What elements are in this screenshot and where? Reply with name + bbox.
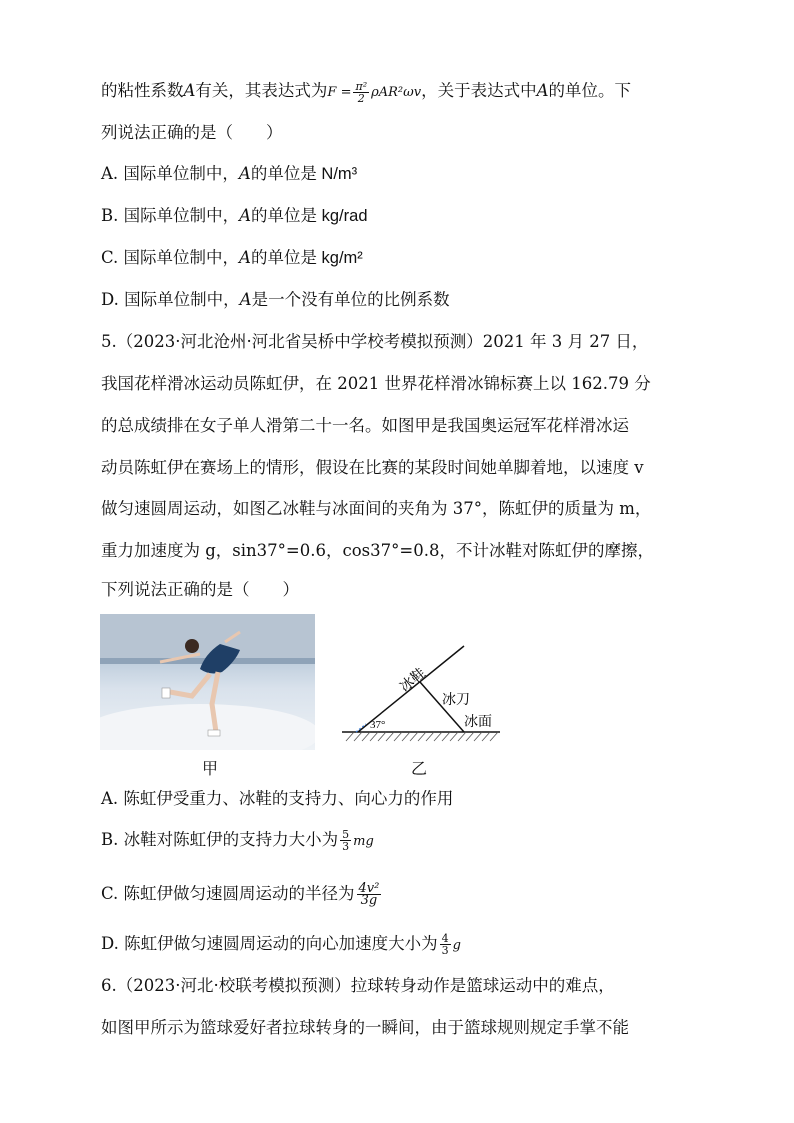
label-bingdao: 冰刀 [442,691,470,707]
fraction [340,829,351,852]
option-prefix: B. 国际单位制中， [101,206,240,225]
caption-yi: 乙 [411,761,428,778]
q4-line-1 [101,79,734,105]
q4-line-2: 列说法正确的是（ ） [101,123,283,142]
var-a: A [238,164,251,183]
text: 的粘性系数 [101,81,184,100]
math-tail: mg [353,834,374,849]
q4-option-d [101,288,734,312]
skater-photo [100,614,315,750]
q5-line-2: 我国花样滑冰运动员陈虹伊，在 2021 世界花样滑冰锦标赛上以 162.79 分 [101,374,651,393]
q5-option-d [101,932,734,958]
var-a: A [183,81,196,100]
option-prefix: C. 陈虹伊做匀速圆周运动的半径为 [101,884,355,903]
q5-line-7: 下列说法正确的是（ ） [101,580,299,599]
q6-line-1: 6.（2023·河北·校联考模拟预测）拉球转身动作是篮球运动中的难点， [101,976,615,995]
q5-option-c [101,882,734,906]
label-bingxie: 冰鞋 [396,664,429,695]
formula [327,80,422,105]
option-prefix: A. 国际单位制中， [101,164,239,183]
text: 有关，其表达式为 [195,81,328,100]
option-suffix: 是一个没有单位的比例系数 [251,290,450,309]
q5-line-4: 动员陈虹伊在赛场上的情形，假设在比赛的某段时间她单脚着地，以速度 v [101,458,644,477]
angle-marker [356,724,366,732]
option-prefix: C. 国际单位制中， [101,248,240,267]
var-a: A [239,206,252,225]
angle-label: 37° [370,719,386,731]
var-a: A [239,248,251,267]
label-bingmian: 冰面 [464,713,492,729]
math-tail: g [452,938,461,953]
q5-line-6: 重力加速度为 g，sin37°=0.6，cos37°=0.8，不计冰鞋对陈虹伊的摩擦， [101,541,654,560]
q5-option-a: A. 陈虹伊受重力、冰鞋的支持力、向心力的作用 [101,789,454,808]
option-suffix: 的单位是 kg/m² [250,249,363,267]
fraction-denominator: 2 [357,92,365,105]
var-a: A [239,290,252,309]
fraction [440,933,451,956]
fraction-numerator: 4v² [358,881,380,896]
q5-line-5: 做匀速圆周运动，如图乙冰鞋与冰面间的夹角为 37°，陈虹伊的质量为 m， [101,499,652,518]
fraction-numerator: π² [355,80,368,93]
q5-line-3: 的总成绩排在女子单人滑第二十一名。如图甲是我国奥运冠军花样滑冰运 [101,416,629,435]
option-suffix: 的单位是 N/m³ [250,165,358,183]
var-a: A [536,81,549,100]
fraction-numerator: 4 [441,932,449,945]
q4-option-b [101,204,734,228]
blade-line [420,682,464,732]
skater-illustration [100,614,315,750]
fraction-denominator: 3g [360,893,378,908]
caption-jia: 甲 [202,761,219,778]
skate-angle-diagram [338,640,508,750]
option-prefix: D. 国际单位制中， [101,290,240,309]
q4-option-a [101,162,734,186]
option-prefix: D. 陈虹伊做匀速圆周运动的向心加速度大小为 [101,934,438,953]
fraction-denominator: 3 [342,840,350,853]
option-prefix: B. 冰鞋对陈虹伊的支持力大小为 [101,830,339,849]
q6-line-2: 如图甲所示为篮球爱好者拉球转身的一瞬间，由于篮球规则规定手掌不能 [101,1018,629,1037]
formula-rhs: ρAR²ωv [371,85,422,100]
text: 的单位。下 [548,81,632,100]
ice-hatching [346,732,498,741]
text: ，关于表达式中 [421,81,537,100]
fraction-denominator: 3 [441,944,449,957]
fraction [357,883,382,906]
formula-lhs: F = [327,85,352,100]
option-suffix: 的单位是 kg/rad [251,207,368,225]
q5-option-b [101,828,734,854]
q5-line-1: 5.（2023·河北沧州·河北省吴桥中学校考模拟预测）2021 年 3 月 27 日， [101,332,649,351]
formula-fraction [353,81,369,104]
q4-option-c [101,246,734,270]
fraction-numerator: 5 [342,828,350,841]
